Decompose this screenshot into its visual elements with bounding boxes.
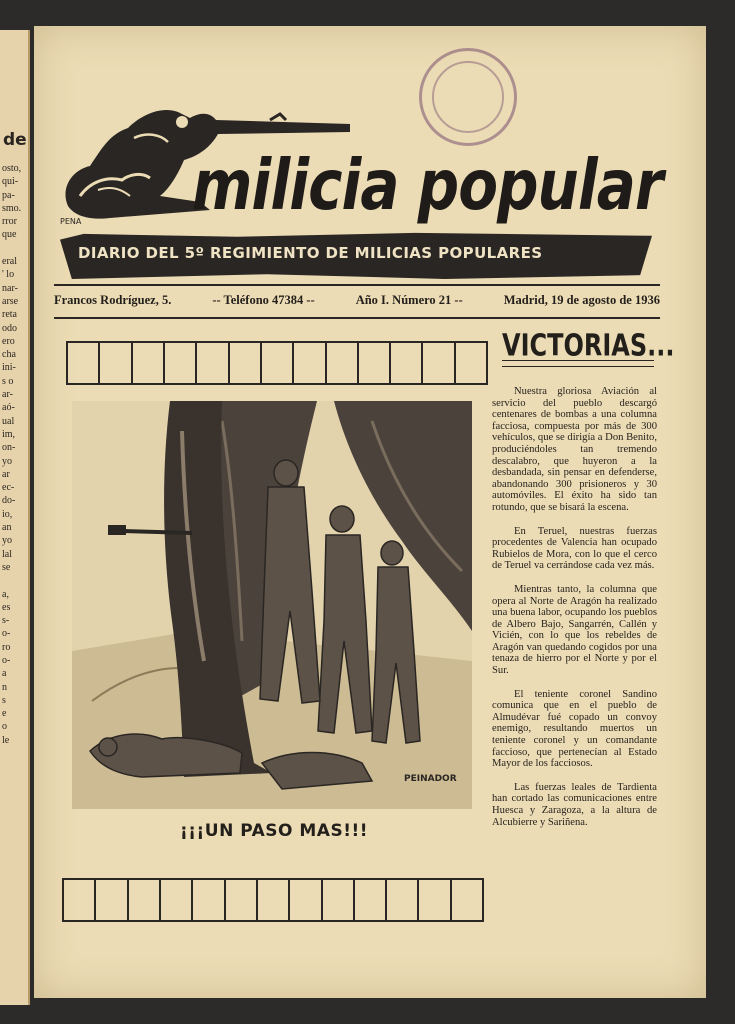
- previous-page-text-fragment: ec-: [2, 482, 15, 494]
- previous-page-text-fragment: le: [2, 734, 10, 746]
- previous-page-text-fragment: im,: [2, 428, 16, 440]
- phone: -- Teléfono 47384 --: [212, 293, 315, 307]
- illustrator-signature: PEINADOR: [404, 774, 457, 784]
- previous-page-text-fragment: ro: [2, 641, 11, 653]
- censored-box-row-top: [66, 341, 488, 385]
- previous-page-text-fragment: nar-: [2, 282, 18, 294]
- issue-info-line: [54, 284, 660, 319]
- previous-page-title-fragment: de: [3, 130, 27, 150]
- previous-page-text-fragment: on-: [2, 442, 16, 454]
- issue-date: Madrid, 19 de agosto de 1936: [503, 293, 660, 307]
- masthead-artist-mark: PENA: [60, 217, 82, 226]
- previous-page-text-fragment: reta: [2, 309, 17, 321]
- previous-page-text-fragment: se: [2, 561, 11, 573]
- previous-page-text-fragment: odo: [2, 322, 17, 334]
- previous-page-text-fragment: osto,: [2, 163, 22, 174]
- previous-page-text: [0, 162, 28, 747]
- previous-page-text-fragment: yo: [2, 535, 12, 547]
- previous-page-text-fragment: ual: [2, 415, 15, 427]
- article-paragraph: En Teruel, nuestras fuerzas procedentes de Valencia han ocupado Rubielos de Mora, con lo que el cerco de Teruel va cerrándose cada vez más.: [492, 525, 657, 572]
- article-title: VICTORIAS...: [502, 328, 675, 363]
- previous-page-text-fragment: qui-: [2, 176, 19, 188]
- previous-page-text-fragment: ini-: [2, 362, 16, 374]
- previous-page-text-fragment: rror: [2, 216, 17, 228]
- previous-page-text-fragment: yo: [2, 455, 12, 467]
- previous-page-text-fragment: smo.: [2, 202, 22, 214]
- previous-page-text-fragment: [0, 242, 28, 255]
- previous-page-text-fragment: o-: [2, 628, 11, 640]
- previous-page-text-fragment: ero: [2, 335, 15, 347]
- article-body: [492, 386, 657, 840]
- previous-page-text-fragment: e: [2, 708, 7, 720]
- censored-box-row-bottom: [62, 878, 484, 922]
- newspaper-subtitle: DIARIO DEL 5º REGIMIENTO DE MILICIAS POPULARES: [78, 244, 543, 262]
- newspaper-page: [34, 26, 706, 998]
- issue-number: Año I. Número 21 --: [355, 293, 463, 307]
- previous-page-text-fragment: do-: [2, 495, 16, 507]
- newspaper-title: milicia popular: [192, 144, 663, 226]
- previous-page-text-fragment: eral: [2, 256, 17, 268]
- previous-page-text-fragment: ar: [2, 468, 10, 480]
- previous-page-text-fragment: aó-: [2, 402, 15, 414]
- previous-page-text-fragment: io,: [2, 508, 13, 520]
- previous-page-text-fragment: lal: [2, 548, 12, 560]
- article-paragraph: Las fuerzas leales de Tardienta han cortado las comunicaciones entre Huesca y Zaragoza, a la altura de Alcubierre y Sariñena.: [492, 781, 657, 828]
- previous-page-edge: [0, 30, 30, 1005]
- previous-page-text-fragment: an: [2, 522, 12, 534]
- library-stamp: [419, 48, 517, 146]
- previous-page-text-fragment: o-: [2, 654, 11, 666]
- article-paragraph: Nuestra gloriosa Aviación al servicio del pueblo descargó centenares de bombas a una columna facciosa, compuesta por más de 300 vehículos, que se dirigía a Don Benito, produciéndoles tan tremendo descalabro, que huyeron a la desbandada, sin pensar en defenderse, abandonando 300 prisioneros y 30 automóviles. El éxito ha sido tan rotundo, que se bisará la escena.: [492, 386, 657, 513]
- previous-page-text-fragment: a,: [2, 588, 9, 600]
- previous-page-text-fragment: [0, 574, 28, 587]
- article-paragraph: El teniente coronel Sandino comunica que en el pueblo de Almudévar fué copado un convoy enemigo, resultando muertos un teniente coronel y un comandante faccioso, que pertenecían al Estado Mayor de los facciosos.: [492, 688, 657, 770]
- address: Francos Rodríguez, 5.: [54, 293, 172, 307]
- previous-page-text-fragment: o: [2, 721, 7, 733]
- previous-page-text-fragment: que: [2, 229, 17, 241]
- article-title-rule: [502, 360, 654, 367]
- previous-page-text-fragment: s o: [2, 375, 14, 387]
- illustration-caption: ¡¡¡UN PASO MAS!!!: [180, 821, 368, 841]
- previous-page-text-fragment: ' lo: [2, 269, 15, 281]
- previous-page-text-fragment: s-: [2, 615, 10, 627]
- previous-page-text-fragment: s: [2, 694, 6, 706]
- previous-page-text-fragment: a: [2, 668, 7, 680]
- article-paragraph: Mientras tanto, la columna que opera al Norte de Aragón ha realizado una buena labor, ocupando los pueblos de Albero Bajo, Sangarrén, Callén y Vicién, con lo que los rebeldes de Aragón van quedando cogidos por una tenaza de hierro por el Norte y por el Sur.: [492, 583, 657, 677]
- previous-page-text-fragment: cha: [2, 349, 16, 361]
- previous-page-text-fragment: ar-: [2, 389, 13, 401]
- previous-page-text-fragment: arse: [2, 295, 19, 307]
- previous-page-text-fragment: n: [2, 681, 7, 693]
- previous-page-text-fragment: pa-: [2, 189, 15, 201]
- previous-page-text-fragment: es: [2, 601, 11, 613]
- propaganda-illustration: [72, 401, 472, 809]
